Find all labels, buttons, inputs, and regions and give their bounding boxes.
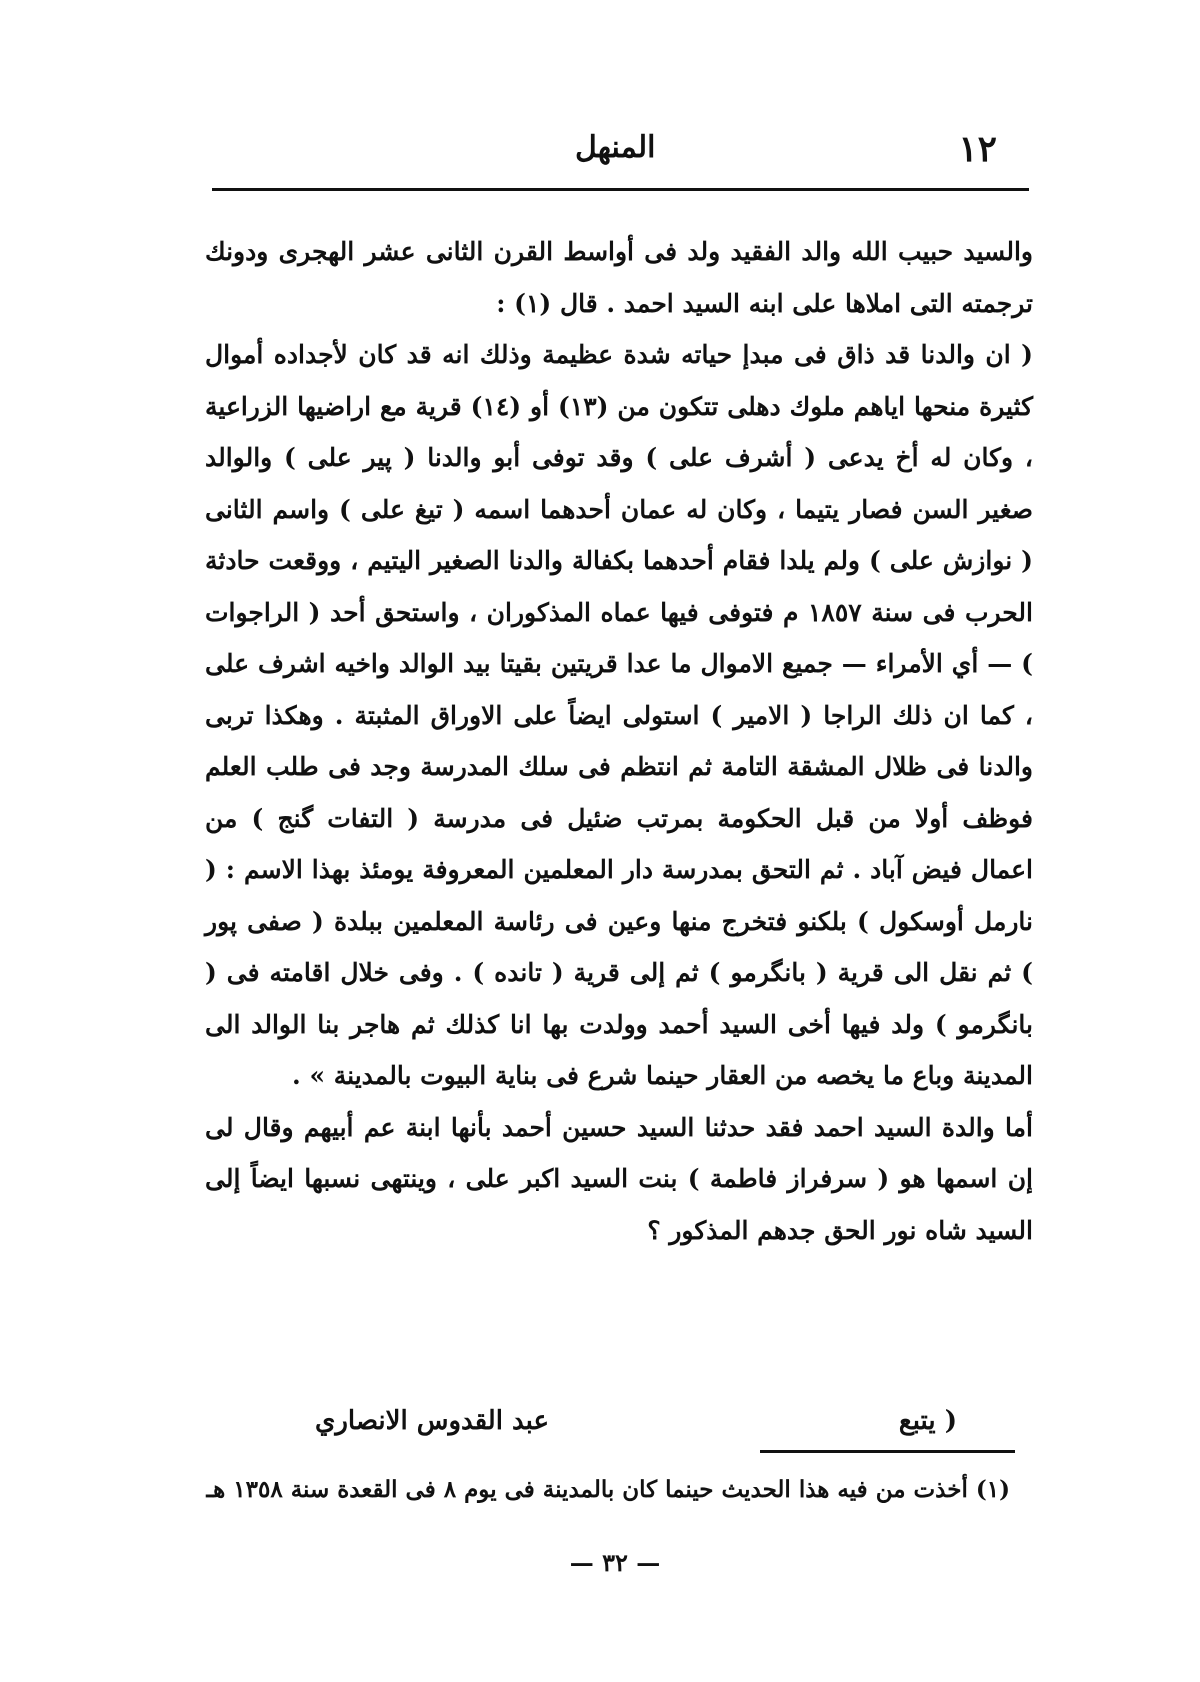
journal-title: المنهل xyxy=(575,130,656,165)
to-be-continued: ( يتبع xyxy=(898,1406,957,1436)
header-divider xyxy=(212,188,1029,191)
article-body xyxy=(205,226,1033,1256)
page-number-top: ١٢ xyxy=(958,128,997,170)
footnote-divider xyxy=(760,1450,1015,1453)
paragraph-intro: والسيد حبيب الله والد الفقيد ولد فى أواسط القرن الثانى عشر الهجرى ودونك ترجمته التى املاها على ابنه السيد احمد . قال (١) : xyxy=(205,237,1033,318)
author-name: عبد القدوس الانصاري xyxy=(315,1406,550,1436)
paragraph-quote: ( ان والدنا قد ذاق فى مبدإ حياته شدة عظيمة وذلك انه قد كان لأجداده أموال كثيرة منحها اياهم ملوك دهلى تتكون من (١٣) أو (١٤) قرية مع اراضيها الزراعية ، وكان له أخ يدعى ( أشرف على ) وقد توفى أبو والدنا ( پير على ) والوالد صغير السن فصار يتيما ، وكان له عمان أحدهما اسمه ( تيغ على ) واسم الثانى ( نوازش على ) ولم يلدا فقام أحدهما بكفالة والدنا الصغير اليتيم ، ووقعت حادثة الحرب فى سنة ١٨٥٧ م فتوفى فيها عماه المذكوران ، واستحق أحد ( الراجوات ) — أي الأمراء — جميع الاموال ما عدا قريتين بقيتا بيد الوالد واخيه اشرف على ، كما ان ذلك الراجا ( الامير ) استولى ايضاً على الاوراق المثبتة . وهكذا تربى والدنا فى ظلال المشقة التامة ثم انتظم فى سلك المدرسة وجد فى طلب العلم فوظف أولا من قبل الحكومة بمرتب ضئيل فى مدرسة ( التفات گنج ) من اعمال فيض آباد . ثم التحق بمدرسة دار المعلمين المعروفة يومئذ بهذا الاسم : ( نارمل أوسكول ) بلكنو فتخرج منها وعين فى رئاسة المعلمين ببلدة ( صفى پور ) ثم نقل الى قرية ( بانگرمو ) ثم إلى قرية ( تانده ) . وفى خلال اقامته فى ( بانگرمو ) ولد فيها أخى السيد أحمد وولدت بها انا كذلك ثم هاجر بنا الوالد الى المدينة وباع ما يخصه من العقار حينما شرع فى بناية البيوت بالمدينة » . xyxy=(205,340,1033,1090)
paragraph-mother: أما والدة السيد احمد فقد حدثنا السيد حسين أحمد بأنها ابنة عم أبيهم وقال لى إن اسمها هو ( سرفراز فاطمة ) بنت السيد اكبر على ، وينتهى نسبها ايضاً إلى السيد شاه نور الحق جدهم المذكور ؟ xyxy=(205,1112,1033,1245)
footnote: (١) أخذت من فيه هذا الحديث حينما كان بالمدينة فى يوم ٨ فى القعدة سنة ١٣٥٨ هـ xyxy=(206,1476,1010,1503)
page-header xyxy=(205,128,1035,180)
page-number-bottom: — ٣٢ — xyxy=(569,1548,661,1577)
signature-row xyxy=(205,1406,965,1456)
